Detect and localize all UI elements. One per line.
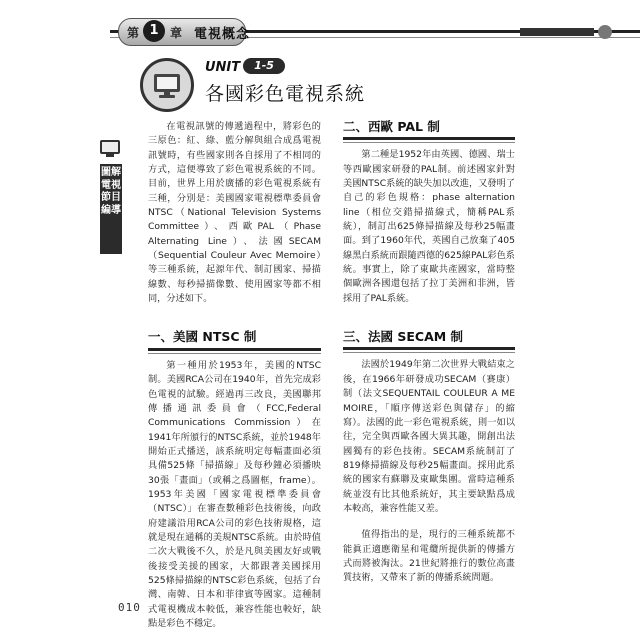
tv-icon [140,58,194,112]
section2-paragraph: 第二種是1952年由英國、德國、瑞士等西歐國家研發的PAL制。前述國家針對美國NTSC系統的缺失加以改進，又發明了自己的彩色規格：phase alternation line（相位交錯掃描線式，簡稱PAL系統），制訂出625條掃描線及每秒25幅畫面。到了1960年代，英國自己放棄了405線黑白系統而跟隨西德的625線PAL彩色系統。事實上，除了東歐共產國家，當時整個歐洲各國還包括了拉丁美洲和非洲，皆採用了PAL系統。 [343,149,515,304]
right-column [343,120,515,586]
unit-badge: 1-5 [243,58,285,74]
closing-paragraph: 值得指出的是，現行的三種系統都不能眞正適應衛星和電纜所提供新的傳播方式而將被淘汰。21世紀將推行的數位高畫質技術，又帶來了新的傳播系統問題。 [343,529,515,584]
section3-heading: 三、法國 SECAM 制 [343,330,515,350]
chapter-suffix: 章 [170,26,183,40]
unit-title: 各國彩色電視系統 [205,83,366,105]
section2-heading: 二、西歐 PAL 制 [343,120,515,140]
unit-label: UNIT [205,60,241,75]
intro-paragraph: 在電視訊號的傳遞過程中，將彩色的三原色：紅、綠、藍分解與組合成爲電視訊號時，有些國家則各自採用了不相同的方式，這便導致了彩色電視系統的不同。目前，世界上用於廣播的彩色電視系統有三種，分別是：美國國家電視標準委員會NTSC（National Television Systems Committee）、西歐PAL（Phase Alternating Line）、法國SECAM（Sequential Couleur Avec Memoire）等三種系統，起源年代、制訂國家、掃描線數、每秒掃描像數、使用國家等都不相同，分述如下。 [148,121,321,305]
side-tab-text: 圖解電視節目編導 [100,164,122,254]
monitor-stand [106,154,114,157]
chapter-prefix: 第 [127,26,140,40]
monitor-icon [100,140,120,154]
header-decoration [520,28,594,36]
section1-paragraph: 第一種用於1953年，美國的NTSC制。美國RCA公司在1940年，首先完成彩色電視的試驗。經過再三改良，美國聯邦傳播通訊委員會（FCC,Federal Communications Commission）在1941年所頒行的NTSC系統，並於1948年開始正式播送，該系統明定每幅畫面必須具備525條「掃描線」及每秒鐘必須播映30張「畫面」（或稱之爲圖框，frame）。1953年美國「國家電視標準委員會（NTSC）」在審查數種彩色技術後，向政府建議沿用RCA公司的彩色技術規格，這就是現在通稱的美規NTSC系統。由於時值二次大戰後不久，於是凡與美國友好或戰後接受美援的國家，大都跟著美國採用525條掃描線的NTSC彩色系統，包括了台灣、南韓、日本和菲律賓等國家。這種制式電視機成本較低，兼容性能也較好，缺點是彩色不穩定。 [148,359,321,629]
chapter-title: 電視概念 [194,27,251,42]
section3-paragraph: 法國於1949年第二次世界大戰結束之後，在1966年研發成功SECAM（賽康）制（法文SEQUENTAIL COULEUR A ME MOIRE，「順序傳送彩色與儲存」的縮寫）。法國的此一彩色電視系統，則一如以往，完全與西歐各國大異其趣，開創出法國獨有的彩色技術。SECAM系統制訂了819條掃描線及每秒25幅畫面。採用此系統的國家有蘇聯及東歐集團。當時這種系統並沒有比其他系統好，其主要缺點爲成本較高，兼容性能又差。 [343,359,515,514]
left-column [148,120,321,631]
chapter-number: 1 [143,20,165,42]
side-tab [100,140,122,254]
section1-heading: 一、美國 NTSC 制 [148,330,321,350]
page-number: 010 [118,601,141,614]
